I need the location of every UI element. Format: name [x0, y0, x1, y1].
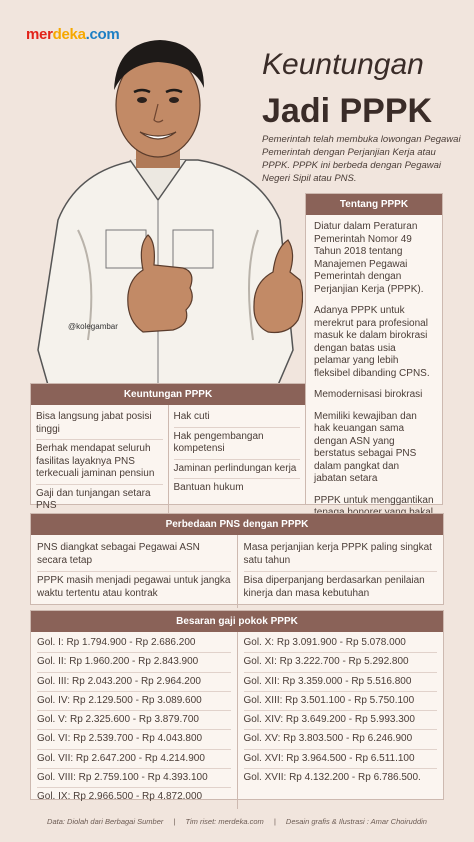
footer — [0, 817, 474, 826]
gaji-row: Gol. X: Rp 3.091.900 - Rp 5.078.000 — [244, 634, 438, 653]
merdeka-logo: merdeka.com — [26, 26, 120, 43]
keuntungan-item: Hak pengembangan kompetensi — [174, 428, 301, 460]
keuntungan-item: Hak cuti — [174, 408, 301, 428]
gaji-row: Gol. XI: Rp 3.222.700 - Rp 5.292.800 — [244, 653, 438, 672]
tentang-item: Memiliki kewajiban dan hak keuangan sama dengan ASN yang berstatus sebagai PNS dalam pangkat dan jabatan setara — [314, 410, 417, 484]
tentang-item: Diatur dalam Peraturan Pemerintah Nomor 49 Tahun 2018 tentang Manajemen Pegawai Pemerintah dengan Perjanjian Kerja (PPPK). — [314, 221, 424, 295]
worker-illustration — [18, 20, 303, 390]
perbedaan-item: Bisa diperpanjang berdasarkan penilaian kinerja dan masa kebutuhan — [243, 575, 425, 599]
keuntungan-item: Berhak mendapat seluruh fasilitas layaknya PNS terkecuali jaminan pensiun — [36, 440, 163, 485]
tentang-pppk-panel — [305, 193, 443, 505]
page-title-line1: Keuntungan — [262, 48, 424, 81]
gaji-row: Gol. III: Rp 2.043.200 - Rp 2.964.200 — [37, 673, 231, 692]
gaji-row: Gol. VIII: Rp 2.759.100 - Rp 4.393.100 — [37, 769, 231, 788]
gaji-row: Gol. II: Rp 1.960.200 - Rp 2.843.900 — [37, 653, 231, 672]
footer-separator: | — [173, 817, 176, 826]
tentang-header: Tentang PPPK — [306, 194, 442, 215]
footer-design-credit: Desain grafis & Ilustrasi : Amar Choiruddin — [285, 817, 427, 826]
footer-research-team: Tim riset: merdeka.com — [185, 817, 264, 826]
tentang-item: Adanya PPPK untuk merekrut para profesional masuk ke dalam birokrasi dengan batas usia pelamar yang lebih fleksibel dibanding CPNS. — [314, 305, 430, 379]
footer-separator: | — [273, 817, 276, 826]
keuntungan-item: Jaminan perlindungan kerja — [174, 460, 301, 480]
gaji-row: Gol. I: Rp 1.794.900 - Rp 2.686.200 — [37, 634, 231, 653]
gaji-row: Gol. XVI: Rp 3.964.500 - Rp 6.511.100 — [244, 750, 438, 769]
gaji-row: Gol. XV: Rp 3.803.500 - Rp 6.246.900 — [244, 730, 438, 749]
gaji-row: Gol. VI: Rp 2.539.700 - Rp 4.043.800 — [37, 730, 231, 749]
perbedaan-item: PPPK masih menjadi pegawai untuk jangka waktu tertentu atau kontrak — [37, 575, 231, 599]
gaji-row: Gol. XIII: Rp 3.501.100 - Rp 5.750.100 — [244, 692, 438, 711]
tentang-item: PPPK untuk menggantikan — [314, 494, 434, 506]
gaji-header: Besaran gaji pokok PPPK — [31, 611, 443, 632]
keuntungan-pppk-panel — [30, 383, 306, 511]
perbedaan-item: Masa perjanjian kerja PPPK paling singkat satu tahun — [244, 539, 438, 572]
gaji-row: Gol. XIV: Rp 3.649.200 - Rp 5.993.300 — [244, 711, 438, 730]
gaji-pokok-panel — [30, 610, 444, 803]
page-title-line2: Jadi PPPK — [262, 92, 433, 130]
tentang-item: Memodernisasi birokrasi — [314, 389, 423, 400]
perbedaan-item: PNS diangkat sebagai Pegawai ASN secara tetap — [37, 539, 231, 572]
perbedaan-header: Perbedaan PNS dengan PPPK — [31, 514, 443, 535]
keuntungan-item: Bisa langsung jabat posisi tinggi — [36, 408, 163, 440]
gaji-row: Gol. XII: Rp 3.359.000 - Rp 5.516.800 — [244, 673, 438, 692]
gaji-row: Gol. IX: Rp 2.966.500 - Rp 4.872.000 — [37, 791, 203, 803]
gaji-row: Gol. V: Rp 2.325.600 - Rp 3.879.700 — [37, 711, 231, 730]
intro-text: Pemerintah telah membuka lowongan Pegawai Pemerintah dengan Perjanjian Kerja atau PPPK. PPPK ini berbeda dengan Pegawai Negeri Sipil atau PNS. — [262, 134, 461, 184]
perbedaan-panel — [30, 513, 444, 605]
gaji-row: Gol. IV: Rp 2.129.500 - Rp 3.089.600 — [37, 692, 231, 711]
gaji-row: Gol. VII: Rp 2.647.200 - Rp 4.214.900 — [37, 750, 231, 769]
footer-data-source: Data: Diolah dari Berbagai Sumber — [47, 817, 164, 826]
keuntungan-header: Keuntungan PPPK — [31, 384, 305, 405]
gaji-row: Gol. XVII: Rp 4.132.200 - Rp 6.786.500. — [243, 772, 421, 784]
keuntungan-item: Gaji dan tunjangan setara PNS — [36, 487, 151, 511]
keuntungan-item: Bantuan hukum — [173, 482, 244, 493]
illustration-credit: @kolegambar — [68, 322, 118, 331]
